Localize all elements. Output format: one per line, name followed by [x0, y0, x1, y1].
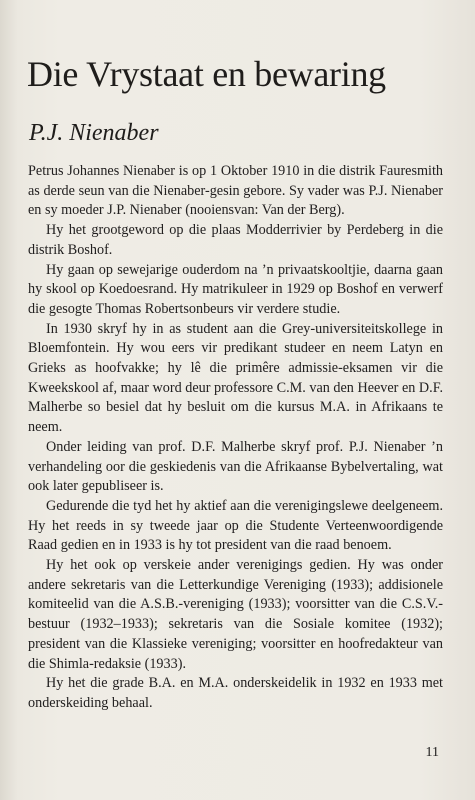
paragraph: Hy het die grade B.A. en M.A. onderskeidelik in 1932 en 1933 met onderskeiding behaal. [28, 675, 443, 711]
paragraph: Hy gaan op sewejarige ouderdom na ’n privaatskooltjie, daarna gaan hy skool op Koedoesrand. Hy matrikuleer in 1929 op Boshof en verwerf die gesogte Thomas Robertsonbeurs vir verdere studie. [28, 261, 443, 317]
chapter-title: Die Vrystaat en bewaring [27, 54, 386, 94]
author-name: P.J. Nienaber [29, 120, 159, 146]
body-text [28, 162, 443, 714]
paragraph: Petrus Johannes Nienaber is op 1 Oktober 1910 in die distrik Fauresmith as derde seun van die Nienaber-gesin gebore. Sy vader was P.J. Nienaber en sy moeder J.P. Nienaber (nooiensvan: Van der Berg). [28, 163, 443, 219]
paragraph: Hy het ook op verskeie ander verenigings gedien. Hy was onder andere sekretaris van die Letterkundige Vereniging (1933); addisionele komiteelid van die A.S.B.-vereniging (1933); voorsitter van die C.S.V.-bestuur (1932–1933); sekretaris van die Sosiale komitee (1932); president van die Klassieke vereniging; voorsitter en hoofredakteur van die Shimla-redaksie (1933). [28, 557, 443, 672]
paragraph: In 1930 skryf hy in as student aan die Grey-universiteitskollege in Bloemfontein. Hy wou eers vir predikant studeer en neem Latyn en Grieks as hoofvakke; hy lê die primêre admissie-eksamen vir die Kweekskool af, maar word deur professore C.M. van den Heever en D.F. Malherbe so besiel dat hy besluit om die kursus M.A. in Afrikaans te neem. [28, 320, 443, 436]
paragraph: Onder leiding van prof. D.F. Malherbe skryf prof. P.J. Nienaber ’n verhandeling oor die geskiedenis van die Afrikaanse Bybelvertaling, wat ook later gepubliseer is. [28, 438, 443, 495]
page-number: 11 [425, 745, 439, 760]
paragraph: Gedurende die tyd het hy aktief aan die verenigingslewe deelgeneem. Hy het reeds in sy tweede jaar op die Studente Verteenwoordigende Raad gedien en in 1933 is hy tot president van die raad benoem. [28, 497, 443, 554]
paragraph: Hy het grootgeword op die plaas Modderrivier by Perdeberg in die distrik Boshof. [28, 222, 443, 258]
